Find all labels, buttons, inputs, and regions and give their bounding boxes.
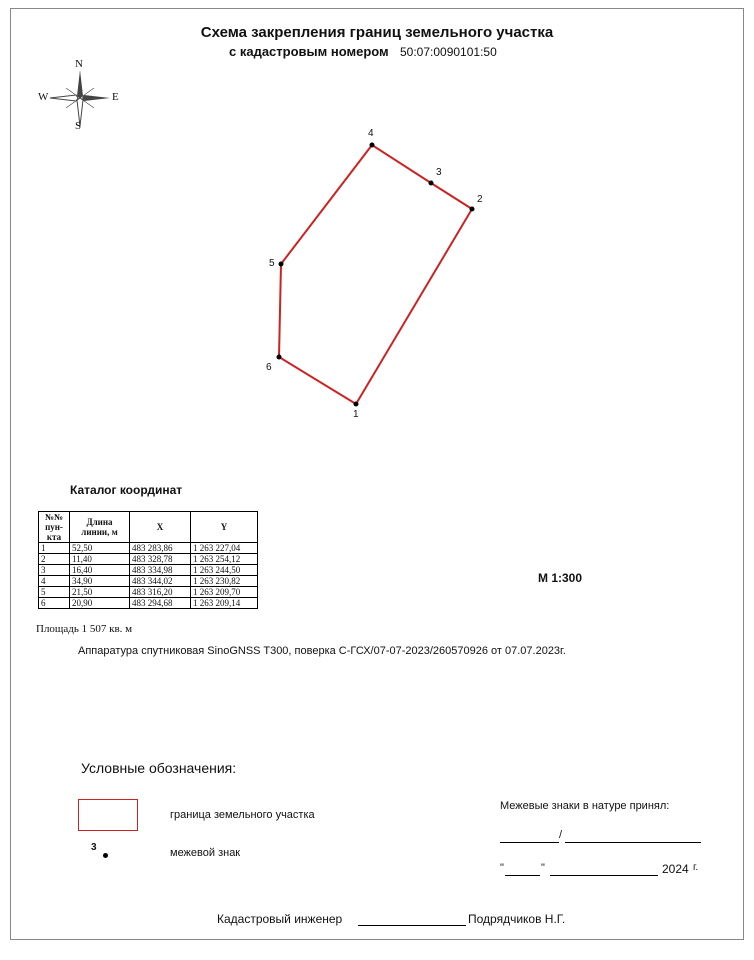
signature-line [500,842,559,843]
month-line [550,875,658,876]
boundary-mark-1 [354,402,359,407]
cell-x: 483 316,20 [130,587,191,598]
cell-x: 483 294,68 [130,598,191,609]
boundary-mark-6 [277,355,282,360]
catalog-title: Каталог координат [70,483,183,497]
acceptance-label: Межевые знаки в натуре принял: [500,800,670,812]
legend-mark-dot-icon [103,853,108,858]
name-line [565,842,701,843]
cell-x: 483 334,98 [130,565,191,576]
acceptance-year-suffix: г. [693,862,699,873]
engineer-name: Подрядчиков Н.Г. [468,912,566,926]
cell-x: 483 344,02 [130,576,191,587]
cell-y: 1 263 230,82 [191,576,258,587]
cell-x: 483 328,78 [130,554,191,565]
vertex-label-3: 3 [436,167,442,178]
table-row [39,576,258,587]
compass-n: N [75,58,83,70]
table-header-row [39,512,258,543]
cell-y: 1 263 244,50 [191,565,258,576]
cell-point: 2 [39,554,70,565]
compass-w: W [38,91,49,103]
cell-y: 1 263 209,14 [191,598,258,609]
document-title: Схема закрепления границ земельного участка [200,24,554,41]
table-row [39,543,258,554]
engineer-signature-line [358,925,466,926]
legend-mark-label: межевой знак [170,847,241,859]
column-header-y: Y [191,512,258,543]
table-row [39,598,258,609]
date-quote-open: " [500,862,504,874]
plot-area: Площадь 1 507 кв. м [36,623,133,635]
vertex-label-4: 4 [368,128,374,139]
boundary-mark-4 [370,143,375,148]
signature-slash: / [559,829,563,841]
cell-length: 52,50 [70,543,130,554]
acceptance-year: 2024 [662,862,689,876]
column-header-length: Длина линии, м [70,512,130,543]
legend-boundary-symbol [78,799,138,831]
table-row [39,565,258,576]
cell-point: 6 [39,598,70,609]
cell-point: 5 [39,587,70,598]
cadastral-number: 50:07:0090101:50 [400,45,497,59]
legend-mark-number: 3 [91,842,97,853]
engineer-label: Кадастровый инженер [217,912,343,926]
coordinates-table [38,511,258,609]
cell-point: 1 [39,543,70,554]
vertex-label-2: 2 [477,194,483,205]
compass-e: E [112,91,119,103]
cell-length: 21,50 [70,587,130,598]
cell-y: 1 263 254,12 [191,554,258,565]
vertex-label-6: 6 [266,362,272,373]
column-header-point: №№ пун- кта [39,512,70,543]
cell-y: 1 263 209,70 [191,587,258,598]
day-line [505,875,540,876]
document-subtitle: с кадастровым номером [229,44,389,59]
land-plot-boundary [279,145,472,404]
cell-point: 3 [39,565,70,576]
table-row [39,587,258,598]
table-row [39,554,258,565]
column-header-x: X [130,512,191,543]
date-quote-close: " [541,862,545,874]
cell-y: 1 263 227,04 [191,543,258,554]
boundary-mark-3 [429,181,434,186]
legend-boundary-label: граница земельного участка [170,809,315,821]
equipment-note: Аппаратура спутниковая SinoGNSS T300, поверка С-ГСХ/07-07-2023/260570926 от 07.07.2023г. [78,645,566,657]
boundary-mark-2 [470,207,475,212]
cell-length: 34,90 [70,576,130,587]
cell-length: 20,90 [70,598,130,609]
cell-length: 11,40 [70,554,130,565]
vertex-label-1: 1 [353,409,359,420]
cell-point: 4 [39,576,70,587]
compass-s: S [75,120,82,132]
cell-length: 16,40 [70,565,130,576]
vertex-label-5: 5 [269,258,275,269]
map-scale: М 1:300 [538,571,583,585]
boundary-mark-5 [279,262,284,267]
legend-title: Условные обозначения: [81,760,237,776]
cell-x: 483 283,86 [130,543,191,554]
